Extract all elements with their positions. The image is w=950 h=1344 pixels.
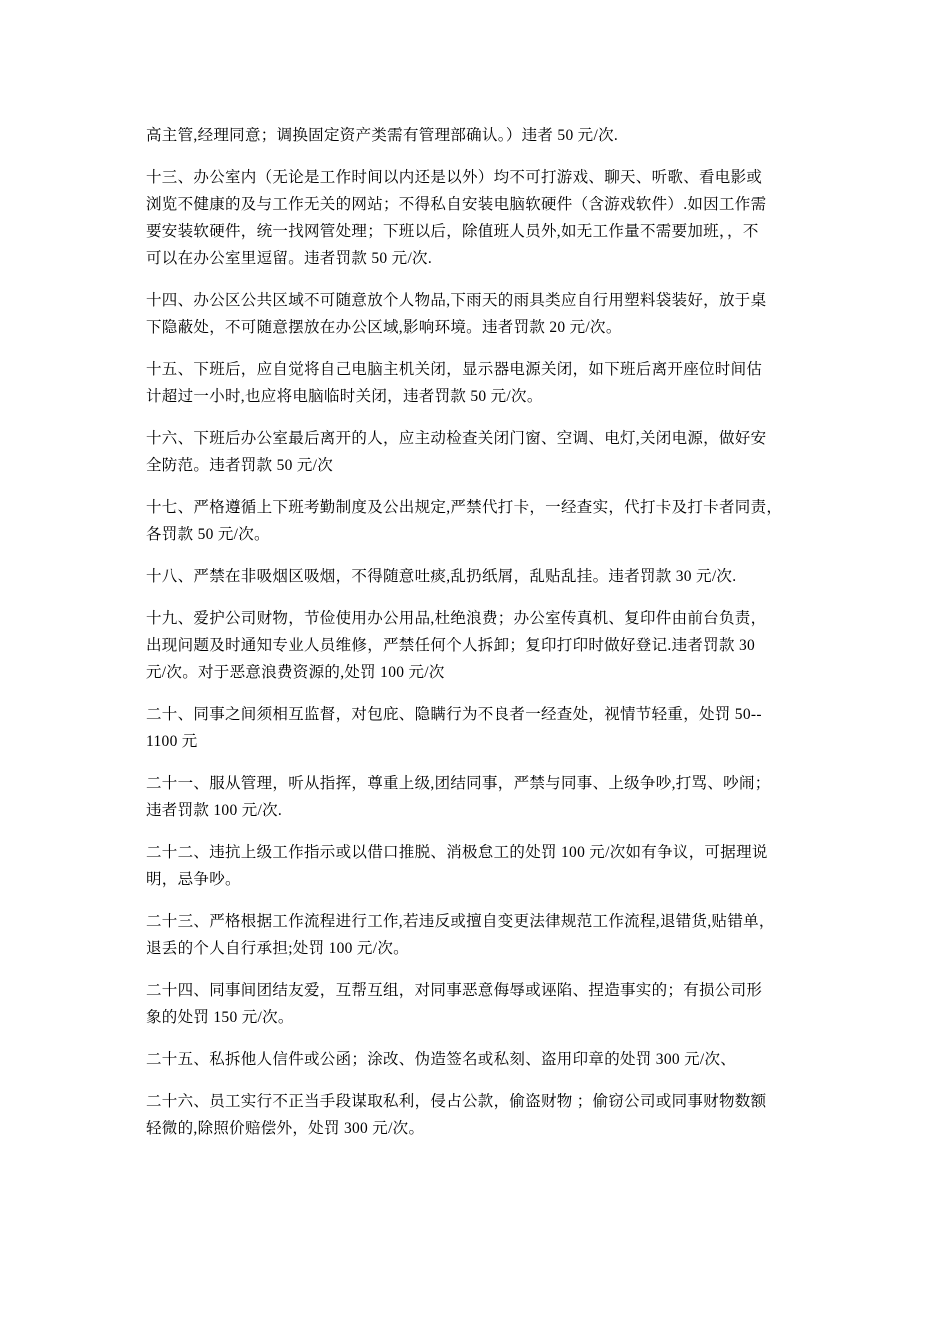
text-line: 十九、爱护公司财物，节俭使用办公用品,杜绝浪费；办公室传真机、复印件由前台负责， xyxy=(146,610,767,627)
text-line: 二十二、违抗上级工作指示或以借口推脱、消极怠工的处罚 100 元/次如有争议，可据理说 xyxy=(146,844,768,861)
text-line: 可以在办公室里逗留。违者罚款 50 元/次. xyxy=(146,250,433,267)
text-line: 二十一、服从管理，听从指挥，尊重上级,团结同事，严禁与同事、上级争吵,打骂、吵闹； xyxy=(146,775,771,792)
paragraph xyxy=(146,908,822,962)
paragraph xyxy=(146,701,822,755)
text-line: 元/次。对于恶意浪费资源的,处罚 100 元/次 xyxy=(146,664,445,681)
paragraph xyxy=(146,563,822,590)
text-line: 出现问题及时通知专业人员维修，严禁任何个人拆卸；复印打印时做好登记.违者罚款 30 xyxy=(146,637,756,654)
paragraph xyxy=(146,839,822,893)
text-line: 计超过一小时,也应将电脑临时关闭，违者罚款 50 元/次。 xyxy=(146,388,543,405)
text-line: 十七、严格遵循上下班考勤制度及公出规定,严禁代打卡，一经查实，代打卡及打卡者同责， xyxy=(146,499,783,516)
text-line: 各罚款 50 元/次。 xyxy=(146,526,270,543)
text-line: 十三、办公室内（无论是工作时间以内还是以外）均不可打游戏、聊天、听歌、看电影或 xyxy=(146,169,763,186)
text-line: 二十四、同事间团结友爱，互帮互组，对同事恶意侮辱或诬陷、捏造事实的；有损公司形 xyxy=(146,982,763,999)
text-line: 1100 元 xyxy=(146,733,198,750)
paragraph xyxy=(146,425,822,479)
text-line: 十六、下班后办公室最后离开的人，应主动检查关闭门窗、空调、电灯,关闭电源，做好安 xyxy=(146,430,767,447)
paragraph xyxy=(146,1046,822,1073)
paragraph xyxy=(146,122,822,149)
text-line: 十四、办公区公共区域不可随意放个人物品,下雨天的雨具类应自行用塑料袋装好，放于桌 xyxy=(146,292,767,309)
text-line: 退丢的个人自行承担;处罚 100 元/次。 xyxy=(146,940,409,957)
paragraph xyxy=(146,977,822,1031)
text-line: 二十六、员工实行不正当手段谋取私利，侵占公款，偷盗财物 ；偷窃公司或同事财物数额 xyxy=(146,1093,767,1110)
document-body xyxy=(146,122,822,1157)
paragraph xyxy=(146,356,822,410)
text-line: 下隐蔽处，不可随意摆放在办公区域,影响环境。违者罚款 20 元/次。 xyxy=(146,319,622,336)
paragraph xyxy=(146,164,822,272)
text-line: 象的处罚 150 元/次。 xyxy=(146,1009,294,1026)
text-line: 要安装软硬件，统一找网管处理；下班以后，除值班人员外,如无工作量不需要加班，，不 xyxy=(146,223,759,240)
text-line: 十八、严禁在非吸烟区吸烟，不得随意吐痰,乱扔纸屑，乱贴乱挂。违者罚款 30 元/次. xyxy=(146,568,737,585)
text-line: 浏览不健康的及与工作无关的网站；不得私自安装电脑软硬件（含游戏软件）.如因工作需 xyxy=(146,196,767,213)
paragraph xyxy=(146,1088,822,1142)
paragraph xyxy=(146,605,822,686)
paragraph xyxy=(146,770,822,824)
text-line: 十五、下班后，应自觉将自己电脑主机关闭，显示器电源关闭，如下班后离开座位时间估 xyxy=(146,361,763,378)
text-line: 二十五、私拆他人信件或公函；涂改、伪造签名或私刻、盗用印章的处罚 300 元/次、 xyxy=(146,1051,737,1068)
paragraph xyxy=(146,287,822,341)
text-line: 二十、同事之间须相互监督，对包庇、隐瞒行为不良者一经查处，视情节轻重，处罚 50-- xyxy=(146,706,762,723)
text-line: 全防范。违者罚款 50 元/次 xyxy=(146,457,334,474)
text-line: 明，忌争吵。 xyxy=(146,871,241,888)
text-line: 违者罚款 100 元/次. xyxy=(146,802,283,819)
text-line: 高主管,经理同意；调换固定资产类需有管理部确认。）违者 50 元/次. xyxy=(146,127,619,144)
text-line: 二十三、严格根据工作流程进行工作,若违反或擅自变更法律规范工作流程,退错货,贴错单， xyxy=(146,913,775,930)
paragraph xyxy=(146,494,822,548)
text-line: 轻微的,除照价赔偿外，处罚 300 元/次。 xyxy=(146,1120,425,1137)
